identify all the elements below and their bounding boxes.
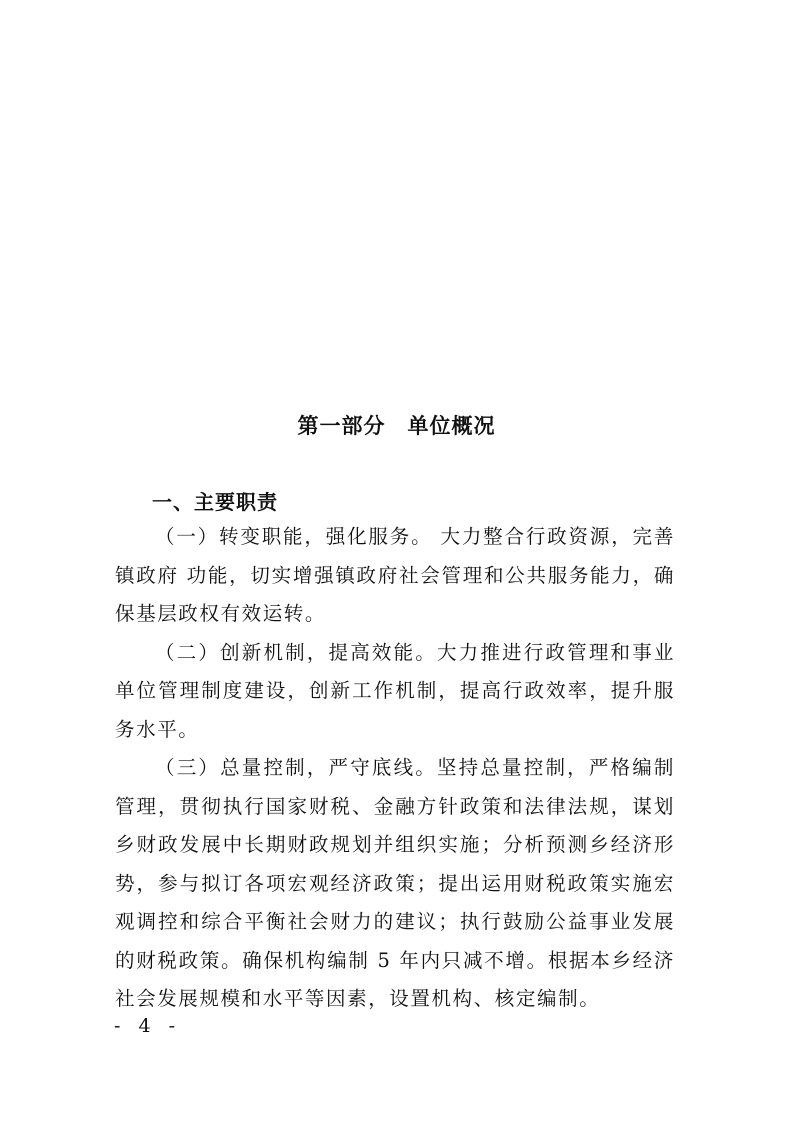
page-number: - 4 -	[114, 1015, 182, 1037]
part-title: 第一部分 单位概况	[297, 414, 496, 438]
body-text	[115, 518, 675, 1019]
paragraph-3: （三）总量控制，严守底线。坚持总量控制，严格编制管理，贯彻执行国家财税、金融方针政策和法律法规，谋划乡财政发展中长期财政规划并组织实施；分析预测乡经济形势，参与拟订各项宏观经济政策；提出运用财税政策实施宏观调控和综合平衡社会财力的建议；执行鼓励公益事业发展的财税政策。确保机构编制 5 年内只减不增。根据本乡经济社会发展规模和水平等因素，设置机构、核定编制。	[115, 756, 675, 1010]
section-heading: 一、主要职责	[152, 490, 278, 514]
paragraph-2: （二）创新机制，提高效能。大力推进行政管理和事业单位管理制度建设，创新工作机制，提高行政效率，提升服务水平。	[115, 640, 675, 741]
paragraph-1: （一）转变职能，强化服务。 大力整合行政资源，完善镇政府 功能，切实增强镇政府社会管理和公共服务能力，确保基层政权有效运转。	[115, 525, 675, 625]
